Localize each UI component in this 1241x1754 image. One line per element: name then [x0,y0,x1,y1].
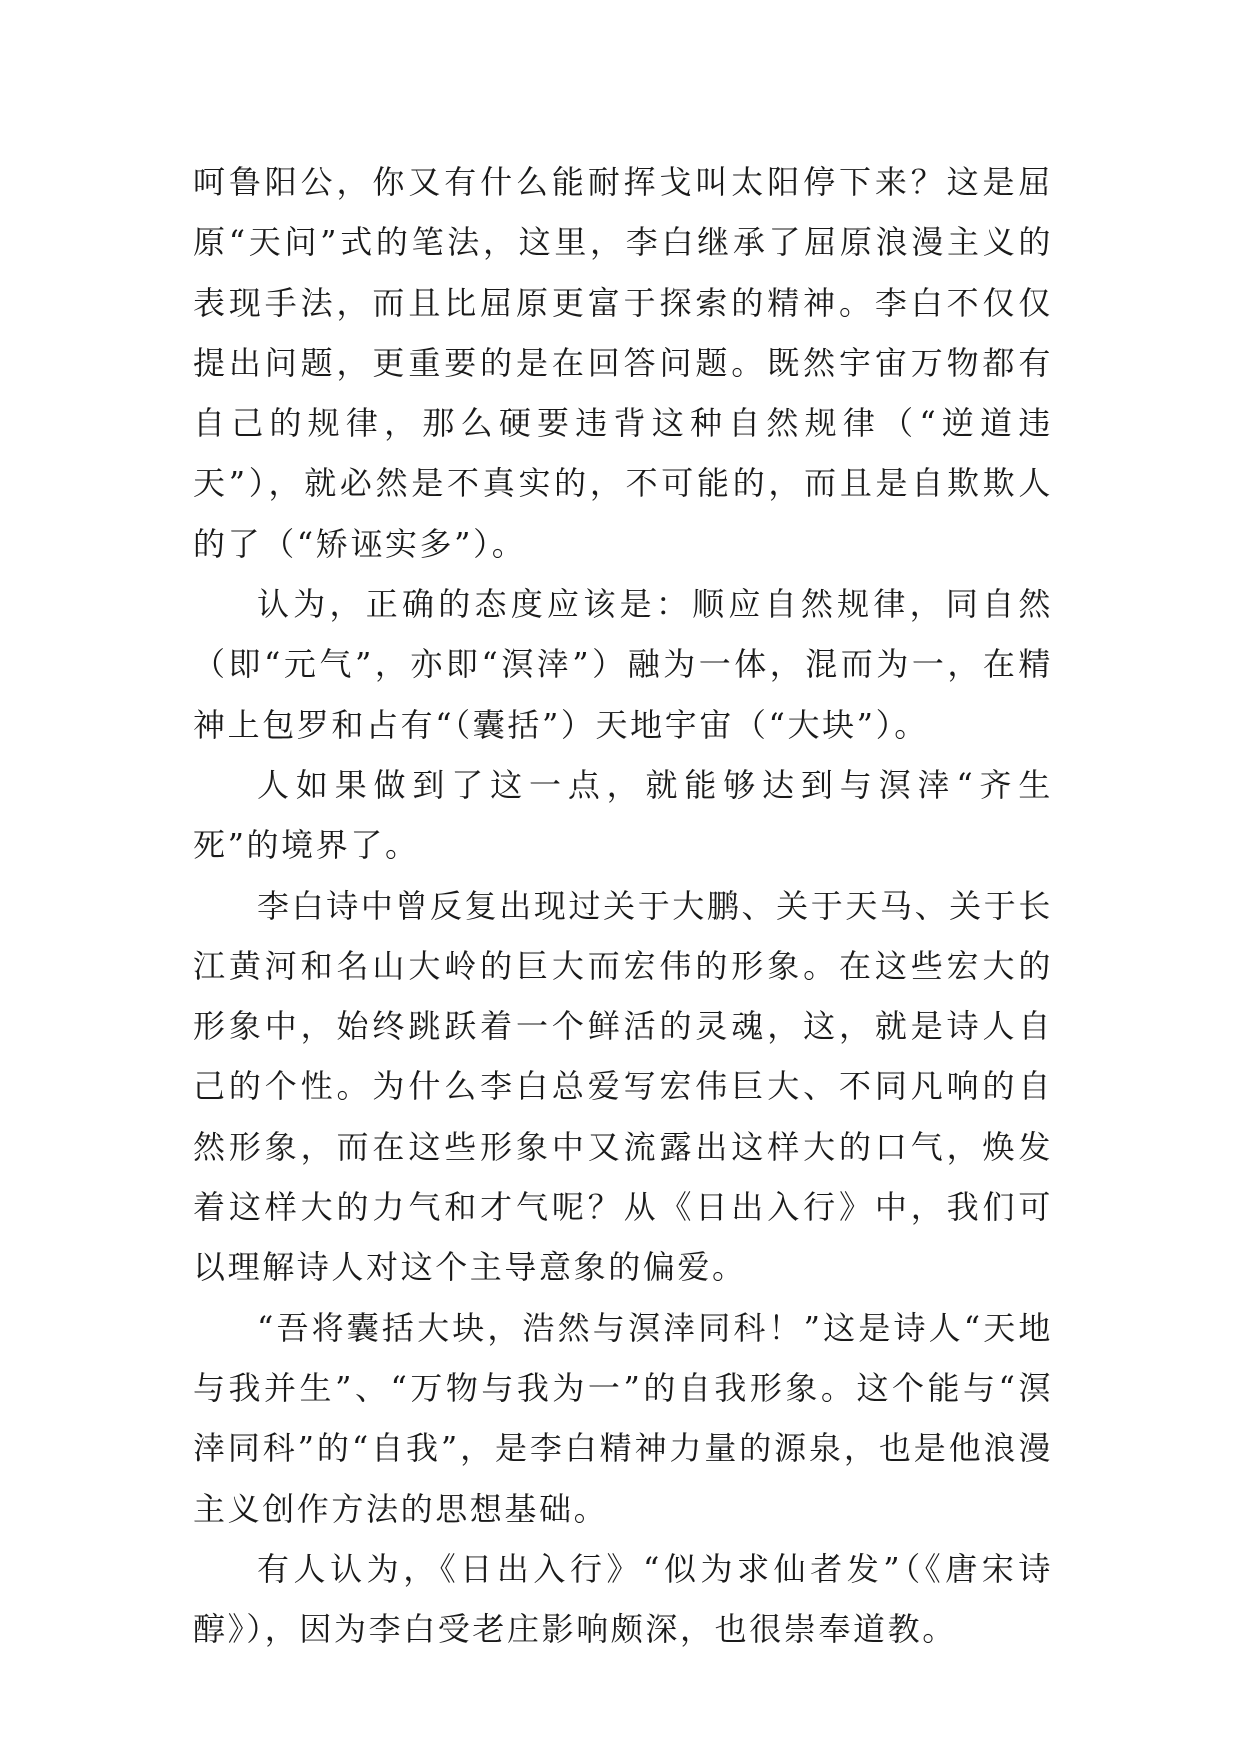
paragraph-6: 有人认为，《日出入行》“似为求仙者发”（《唐宋诗醇》），因为李白受老庄影响颇深，也很崇奉道教。 [193,1549,1053,1649]
paragraph-2: 认为，正确的态度应该是：顺应自然规律，同自然（即“元气”，亦即“溟涬”）融为一体，混而为一，在精神上包罗和占有“（囊括”）天地宇宙（“大块”）。 [193,585,1053,744]
body-text [193,152,1053,1659]
paragraph-5: “吾将囊括大块，浩然与溟涬同科！”这是诗人“天地与我并生”、“万物与我为一”的自我形象。这个能与“溟涬同科”的“自我”，是李白精神力量的源泉，也是他浪漫主义创作方法的思想基础。 [193,1308,1053,1528]
paragraph-4: 李白诗中曾反复出现过关于大鹏、关于天马、关于长江黄河和名山大岭的巨大而宏伟的形象。在这些宏大的形象中，始终跳跃着一个鲜活的灵魂，这，就是诗人自己的个性。为什么李白总爱写宏伟巨大、不同凡响的自然形象，而在这些形象中又流露出这样大的口气，焕发着这样大的力气和才气呢？从《日出入行》中，我们可以理解诗人对这个主导意象的偏爱。 [193,886,1053,1287]
paragraph-3: 人如果做到了这一点，就能够达到与溟涬“齐生死”的境界了。 [193,765,1053,865]
paragraph-1: 呵鲁阳公，你又有什么能耐挥戈叫太阳停下来？这是屈原“天问”式的笔法，这里，李白继承了屈原浪漫主义的表现手法，而且比屈原更富于探索的精神。李白不仅仅提出问题，更重要的是在回答问题。既然宇宙万物都有自己的规律，那么硬要违背这种自然规律（“逆道违天”），就必然是不真实的，不可能的，而且是自欺欺人的了（“矫诬实多”）。 [193,163,1053,563]
